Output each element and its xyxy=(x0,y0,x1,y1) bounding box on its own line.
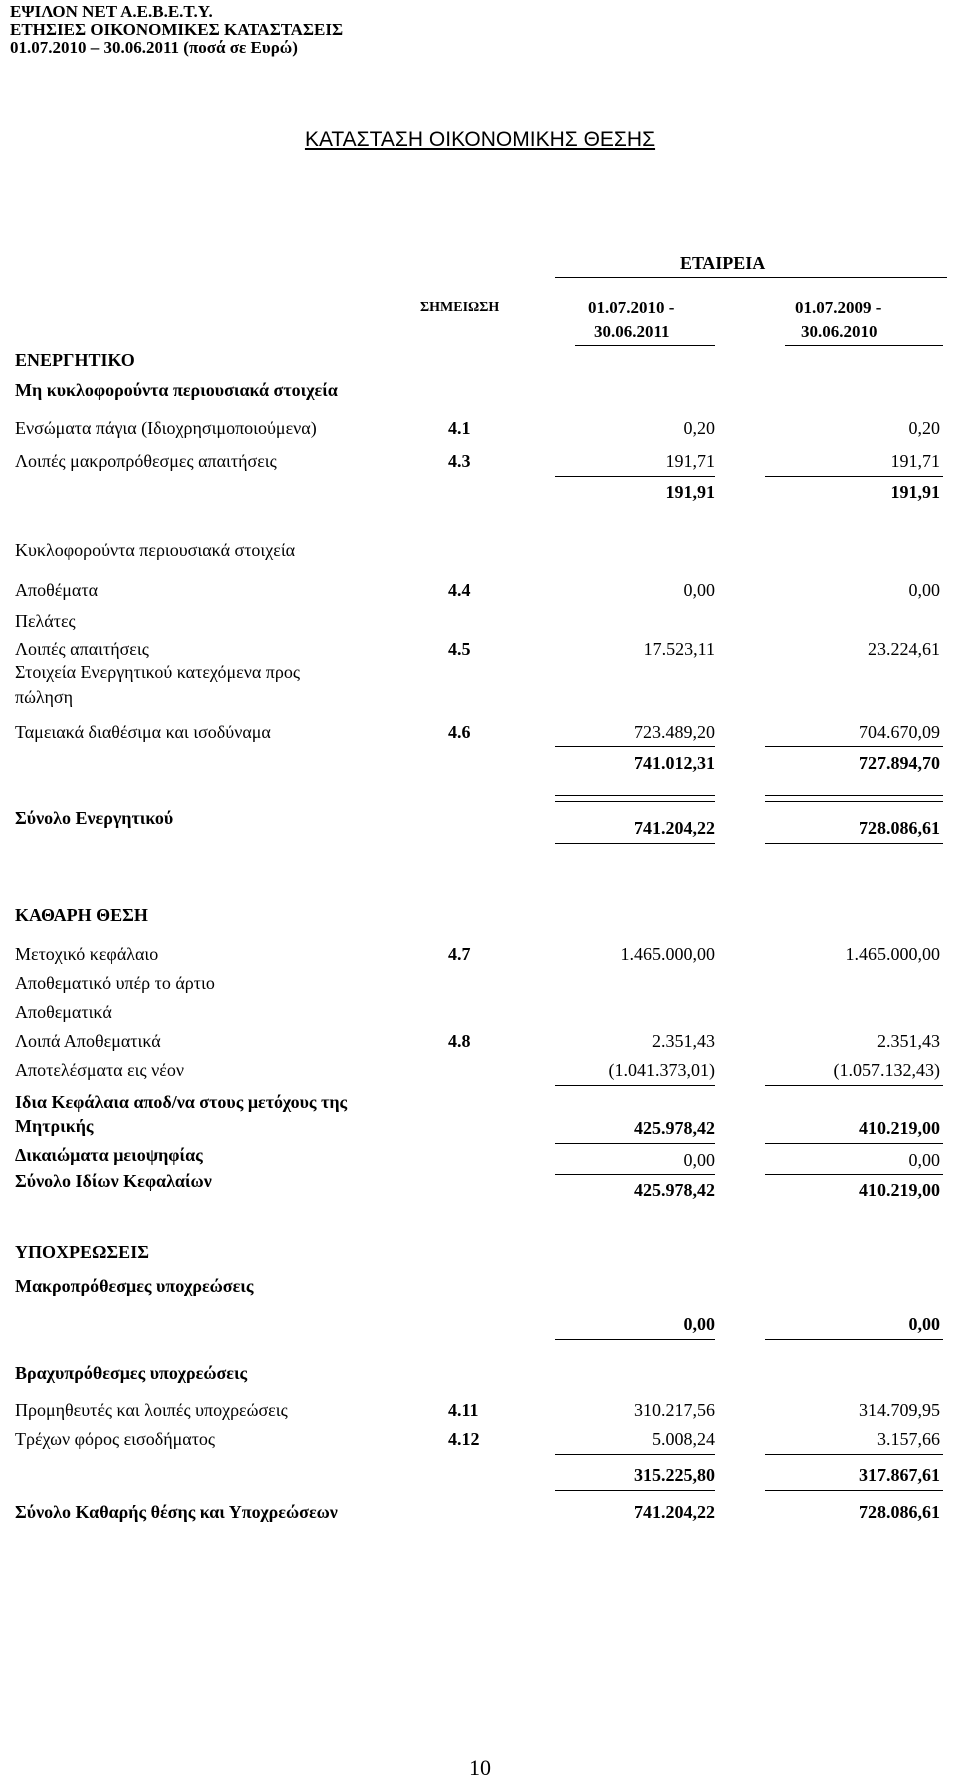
ppe-label: Ενσώματα πάγια (Ιδιοχρησιμοποιούμενα) xyxy=(15,418,317,438)
minority-underline-previous xyxy=(765,1174,943,1175)
other-reserves-label: Λοιπά Αποθεματικά xyxy=(15,1031,161,1051)
retained-earnings-current: (1.041.373,01) xyxy=(608,1060,715,1080)
total-equity-label: Σύνολο Ιδίων Κεφαλαίων xyxy=(15,1171,212,1191)
st-liabilities-heading: Βραχυπρόθεσμες υποχρεώσεις xyxy=(15,1363,248,1383)
cash-current: 723.489,20 xyxy=(634,722,715,742)
minority-interest-current: 0,00 xyxy=(683,1150,715,1170)
inventory-previous: 0,00 xyxy=(908,580,940,600)
current-assets-heading: Κυκλοφορούντα περιουσιακά στοιχεία xyxy=(15,540,296,560)
customers-label: Πελάτες xyxy=(15,611,76,631)
total-assets-underline-current xyxy=(555,843,715,844)
income-tax-previous: 3.157,66 xyxy=(877,1429,940,1449)
other-reserves-current: 2.351,43 xyxy=(652,1031,715,1051)
noncurrent-assets-heading: Μη κυκλοφορούντα περιουσιακά στοιχεία xyxy=(15,380,338,400)
grand-total-previous: 728.086,61 xyxy=(859,1502,940,1522)
minority-underline-current xyxy=(555,1174,715,1175)
note-column-header: ΣΗΜΕΙΩΣΗ xyxy=(420,300,500,315)
other-receivables-note: 4.5 xyxy=(448,639,471,659)
share-capital-previous: 1.465.000,00 xyxy=(845,944,940,964)
suppliers-current: 310.217,56 xyxy=(634,1400,715,1420)
share-capital-note: 4.7 xyxy=(448,944,471,964)
retained-underline-previous xyxy=(765,1085,943,1086)
reserves-label: Αποθεματικά xyxy=(15,1002,112,1022)
page-title: ΚΑΤΑΣΤΑΣΗ ΟΙΚΟΝΟΜΙΚΗΣ ΘΕΣΗΣ xyxy=(304,128,656,151)
noncurrent-subtotal-line-current xyxy=(555,476,715,477)
held-for-sale-label: Στοιχεία Ενεργητικού κατεχόμενα προς xyxy=(15,662,300,682)
parent-equity-label-2: Μητρικής xyxy=(15,1116,94,1136)
minority-interest-previous: 0,00 xyxy=(908,1150,940,1170)
other-receivables-previous: 23.224,61 xyxy=(868,639,940,659)
other-reserves-previous: 2.351,43 xyxy=(877,1031,940,1051)
st-liabilities-total-current: 315.225,80 xyxy=(634,1465,715,1485)
st-liabilities-total-previous: 317.867,61 xyxy=(859,1465,940,1485)
st-subtotal-line-current xyxy=(555,1454,715,1455)
current-subtotal-line-current xyxy=(555,746,715,747)
inventory-current: 0,00 xyxy=(683,580,715,600)
minority-interest-label: Δικαιώματα μειοψηφίας xyxy=(15,1145,203,1165)
parent-equity-current: 425.978,42 xyxy=(634,1118,715,1138)
st-total-underline-previous xyxy=(765,1490,943,1491)
company-name: ΕΨΙΛΟΝ ΝΕΤ Α.Ε.Β.Ε.Τ.Υ. xyxy=(10,2,213,21)
other-receivables-current: 17.523,11 xyxy=(643,639,715,659)
total-assets-line1-previous xyxy=(765,795,943,796)
entity-underline xyxy=(555,277,947,278)
share-premium-label: Αποθεματικό υπέρ το άρτιο xyxy=(15,973,215,993)
parent-equity-underline-current xyxy=(555,1143,715,1144)
total-assets-underline-previous xyxy=(765,843,943,844)
current-period-header: 01.07.2010 - xyxy=(588,298,675,317)
st-total-underline-current xyxy=(555,1490,715,1491)
parent-equity-previous: 410.219,00 xyxy=(859,1118,940,1138)
st-subtotal-line-previous xyxy=(765,1454,943,1455)
share-capital-current: 1.465.000,00 xyxy=(620,944,715,964)
other-receivables-label: Λοιπές απαιτήσεις xyxy=(15,639,149,659)
total-assets-current: 741.204,22 xyxy=(634,818,715,838)
noncurrent-total-current: 191,91 xyxy=(665,482,715,502)
total-assets-line2-current xyxy=(555,801,715,802)
inventory-label: Αποθέματα xyxy=(15,580,99,600)
income-tax-note: 4.12 xyxy=(448,1429,480,1449)
lt-liabilities-total-previous: 0,00 xyxy=(908,1314,940,1334)
parent-equity-underline-previous xyxy=(765,1143,943,1144)
retained-earnings-previous: (1.057.132,43) xyxy=(833,1060,940,1080)
previous-period-header: 01.07.2009 - xyxy=(795,298,882,317)
equity-heading: ΚΑΘΑΡΗ ΘΕΣΗ xyxy=(15,905,148,925)
lt-receivables-note: 4.3 xyxy=(448,451,471,471)
current-subtotal-line-previous xyxy=(765,746,943,747)
parent-equity-label: Ιδια Κεφάλαια αποδ/να στους μετόχους της xyxy=(15,1092,348,1112)
lt-liabilities-total-current: 0,00 xyxy=(683,1314,715,1334)
grand-total-current: 741.204,22 xyxy=(634,1502,715,1522)
cash-previous: 704.670,09 xyxy=(859,722,940,742)
current-assets-total-previous: 727.894,70 xyxy=(859,753,940,773)
noncurrent-total-previous: 191,91 xyxy=(890,482,940,502)
held-for-sale-label-2: πώληση xyxy=(15,687,74,707)
page-number: 10 xyxy=(469,1755,491,1780)
ppe-previous: 0,20 xyxy=(908,418,940,438)
share-capital-label: Μετοχικό κεφάλαιο xyxy=(15,944,159,964)
current-period-header-2: 30.06.2011 xyxy=(594,322,670,341)
income-tax-label: Τρέχων φόρος εισοδήματος xyxy=(15,1429,216,1449)
grand-total-label: Σύνολο Καθαρής θέσης και Υποχρεώσεων xyxy=(15,1502,338,1522)
previous-header-underline xyxy=(785,345,943,346)
ppe-current: 0,20 xyxy=(683,418,715,438)
lt-liabilities-heading: Μακροπρόθεσμες υποχρεώσεις xyxy=(15,1276,254,1296)
reporting-period: 01.07.2010 – 30.06.2011 (ποσά σε Ευρώ) xyxy=(10,38,298,57)
inventory-note: 4.4 xyxy=(448,580,471,600)
document-subtitle: ΕΤΗΣΙΕΣ ΟΙΚΟΝΟΜΙΚΕΣ ΚΑΤΑΣΤΑΣΕΙΣ xyxy=(10,20,344,39)
total-assets-line1-current xyxy=(555,795,715,796)
entity-header: ΕΤΑΙΡΕΙΑ xyxy=(680,253,766,273)
suppliers-note: 4.11 xyxy=(448,1400,479,1420)
current-header-underline xyxy=(575,345,715,346)
ppe-note: 4.1 xyxy=(448,418,471,438)
lt-liabilities-underline-current xyxy=(555,1339,715,1340)
total-assets-label: Σύνολο Ενεργητικού xyxy=(15,808,174,828)
assets-heading: ΕΝΕΡΓΗΤΙΚΟ xyxy=(15,350,135,370)
retained-underline-current xyxy=(555,1085,715,1086)
other-reserves-note: 4.8 xyxy=(448,1031,471,1051)
lt-liabilities-underline-previous xyxy=(765,1339,943,1340)
current-assets-total-current: 741.012,31 xyxy=(634,753,715,773)
retained-earnings-label: Αποτελέσματα εις νέον xyxy=(15,1060,184,1080)
previous-period-header-2: 30.06.2010 xyxy=(801,322,878,341)
lt-receivables-current: 191,71 xyxy=(665,451,715,471)
income-tax-current: 5.008,24 xyxy=(652,1429,715,1449)
lt-receivables-label: Λοιπές μακροπρόθεσμες απαιτήσεις xyxy=(15,451,277,471)
total-equity-current: 425.978,42 xyxy=(634,1180,715,1200)
liabilities-heading: ΥΠΟΧΡΕΩΣΕΙΣ xyxy=(15,1242,149,1262)
suppliers-previous: 314.709,95 xyxy=(859,1400,940,1420)
total-assets-previous: 728.086,61 xyxy=(859,818,940,838)
noncurrent-subtotal-line-previous xyxy=(765,476,943,477)
total-equity-previous: 410.219,00 xyxy=(859,1180,940,1200)
cash-note: 4.6 xyxy=(448,722,471,742)
cash-label: Ταμειακά διαθέσιμα και ισοδύναμα xyxy=(15,722,271,742)
lt-receivables-previous: 191,71 xyxy=(890,451,940,471)
total-assets-line2-previous xyxy=(765,801,943,802)
suppliers-label: Προμηθευτές και λοιπές υποχρεώσεις xyxy=(15,1400,288,1420)
